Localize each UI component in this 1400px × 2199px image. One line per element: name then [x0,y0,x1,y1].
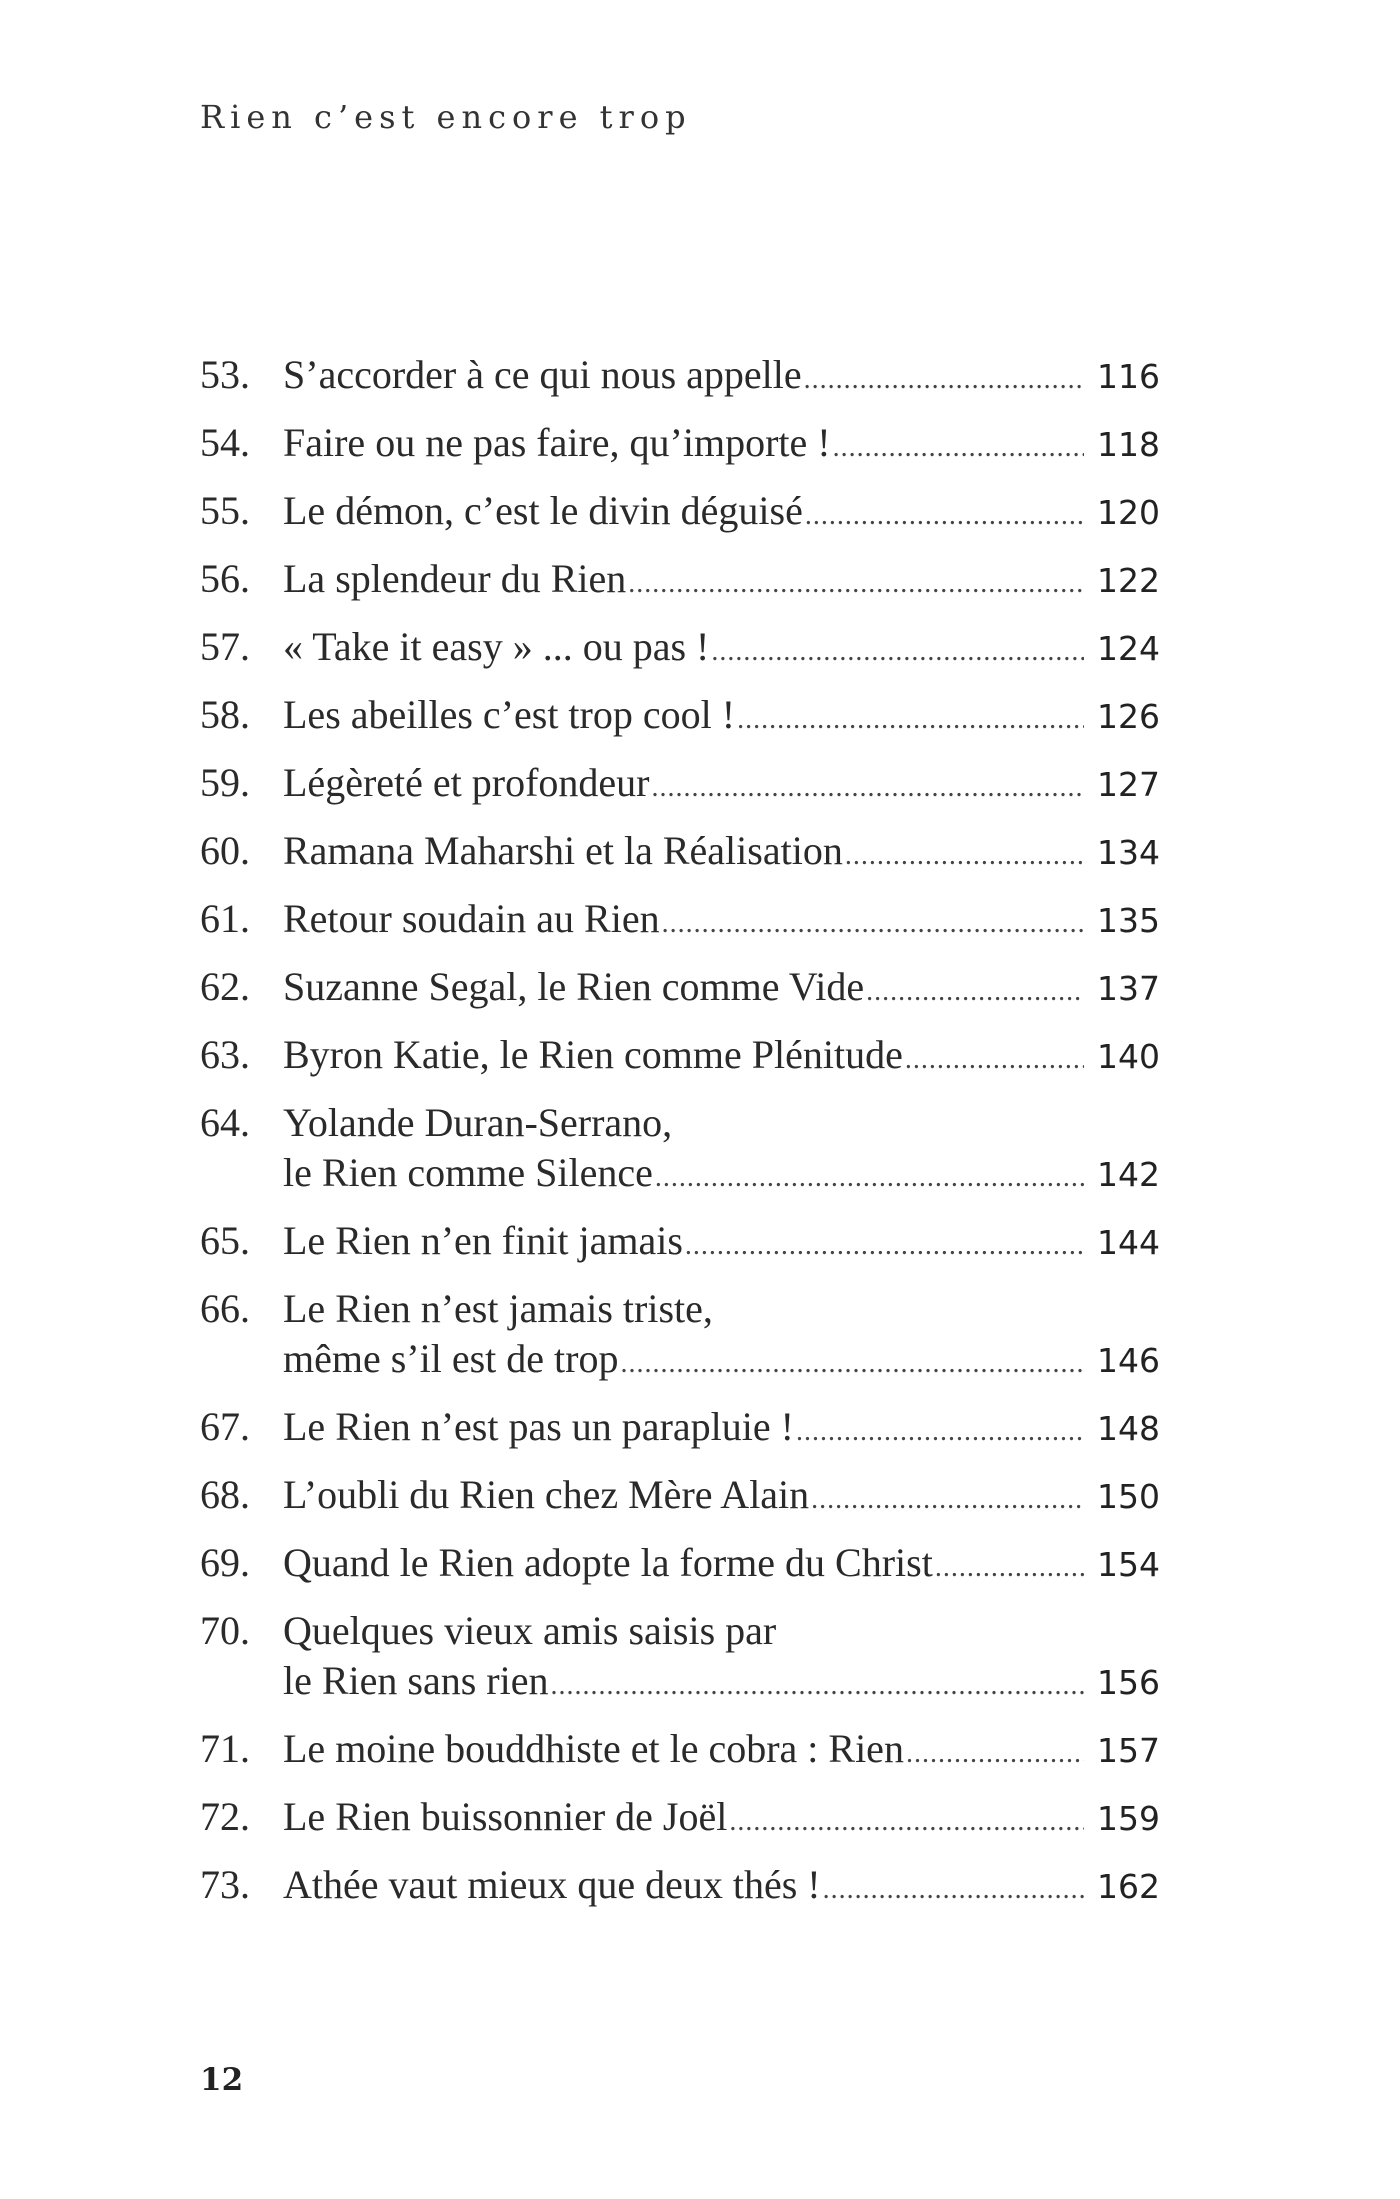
toc-entry-title: Faire ou ne pas faire, qu’importe ! [283,420,831,465]
toc-entry-title: « Take it easy » ... ou pas ! [283,624,710,669]
toc-entry[interactable] [200,1030,1160,1080]
dot-leader [628,559,1084,609]
toc-entry[interactable] [200,350,1160,400]
toc-entry[interactable] [200,554,1160,604]
toc-entry[interactable] [200,894,1160,944]
toc-entry-number: 68. [200,1472,250,1517]
toc-entry-page: 122 [1097,561,1160,600]
toc-entry-page: 142 [1097,1155,1160,1194]
toc-entry-title: Légèreté et profondeur [283,760,650,805]
dot-leader [823,1865,1084,1915]
toc-entry-title: Le Rien buissonnier de Joël [283,1794,728,1839]
toc-entry[interactable] [200,1402,1160,1452]
dot-leader [737,695,1084,745]
toc-entry-page: 135 [1097,901,1160,940]
toc-entry-page: 144 [1097,1223,1160,1262]
toc-entry-number: 55. [200,488,250,533]
toc-entry-title: Athée vaut mieux que deux thés ! [283,1862,821,1907]
toc-entry-page: 126 [1097,697,1160,736]
toc-entry-number: 63. [200,1032,250,1077]
toc-entry-page: 146 [1097,1341,1160,1380]
toc-entry-title: le Rien comme Silence [283,1150,653,1195]
toc-entry-number: 56. [200,556,250,601]
toc-entry[interactable] [200,1792,1160,1842]
toc-entry-title: Le Rien n’en finit jamais [283,1218,683,1263]
dot-leader [804,355,1084,405]
toc-entry[interactable] [200,486,1160,536]
toc-entry-title: Quand le Rien adopte la forme du Christ [283,1540,933,1585]
toc-entry-number: 71. [200,1726,250,1771]
toc-entry[interactable] [200,1606,1160,1706]
toc-entry[interactable] [200,962,1160,1012]
toc-entry-page: 162 [1097,1867,1160,1906]
toc-entry-title: Ramana Maharshi et la Réalisation [283,828,843,873]
toc-entry[interactable] [200,758,1160,808]
dot-leader [905,1035,1084,1085]
toc-entry-number: 59. [200,760,250,805]
toc-entry-number: 54. [200,420,250,465]
toc-entry-page: 134 [1097,833,1160,872]
dot-leader [551,1661,1085,1711]
dot-leader [796,1407,1084,1457]
toc-entry-title-line1: Le Rien n’est jamais triste, [283,1286,713,1331]
toc-entry-page: 140 [1097,1037,1160,1076]
dot-leader [811,1475,1084,1525]
toc-entry-number: 66. [200,1286,250,1331]
toc-entry-title: Retour soudain au Rien [283,896,660,941]
toc-entry-title: le Rien sans rien [283,1658,549,1703]
dot-leader [805,491,1084,541]
toc-entry-page: 120 [1097,493,1160,532]
toc-entry-page: 159 [1097,1799,1160,1838]
toc-entry-number: 73. [200,1862,250,1907]
dot-leader [906,1729,1084,1779]
toc-entry-page: 116 [1097,357,1160,396]
toc-entry-number: 65. [200,1218,250,1263]
toc-entry-page: 127 [1097,765,1160,804]
toc-entry[interactable] [200,690,1160,740]
toc-entry-title-line1: Quelques vieux amis saisis par [283,1608,777,1653]
running-head: Rien c’est encore trop [200,98,692,136]
toc-entry-title: Le démon, c’est le divin déguisé [283,488,803,533]
toc-entry[interactable] [200,826,1160,876]
toc-entry[interactable] [200,1470,1160,1520]
toc-entry-title: Le Rien n’est pas un parapluie ! [283,1404,794,1449]
toc-entry-title: même s’il est de trop [283,1336,619,1381]
toc-entry-page: 118 [1097,425,1160,464]
toc-entry-title: Suzanne Segal, le Rien comme Vide [283,964,865,1009]
toc-entry[interactable] [200,418,1160,468]
dot-leader [655,1153,1084,1203]
toc-entry-number: 58. [200,692,250,737]
toc-entry-title: S’accorder à ce qui nous appelle [283,352,802,397]
toc-entry[interactable] [200,1216,1160,1266]
toc-entry[interactable] [200,1538,1160,1588]
toc-entry[interactable] [200,1284,1160,1384]
dot-leader [685,1221,1084,1271]
toc-entry-number: 72. [200,1794,250,1839]
toc-entry-number: 69. [200,1540,250,1585]
toc-entry-page: 150 [1097,1477,1160,1516]
toc-entry-number: 70. [200,1608,250,1653]
toc-entry-number: 64. [200,1100,250,1145]
toc-entry-title-line1: Yolande Duran-Serrano, [283,1100,673,1145]
dot-leader [833,423,1084,473]
toc-entry-title: L’oubli du Rien chez Mère Alain [283,1472,810,1517]
toc-entry-page: 124 [1097,629,1160,668]
dot-leader [711,627,1084,677]
toc-entry-number: 62. [200,964,250,1009]
dot-leader [935,1543,1084,1593]
toc-entry-page: 157 [1097,1731,1160,1770]
table-of-contents [200,350,1160,1928]
dot-leader [866,967,1084,1017]
toc-entry[interactable] [200,1860,1160,1910]
toc-entry-title: Les abeilles c’est trop cool ! [283,692,736,737]
toc-entry-number: 61. [200,896,250,941]
dot-leader [729,1797,1084,1847]
toc-entry-number: 57. [200,624,250,669]
toc-entry-title: La splendeur du Rien [283,556,627,601]
dot-leader [651,763,1084,813]
dot-leader [662,899,1084,949]
page-number: 12 [200,2062,244,2098]
dot-leader [620,1339,1084,1389]
dot-leader [845,831,1084,881]
toc-entry[interactable] [200,1724,1160,1774]
toc-entry-page: 137 [1097,969,1160,1008]
toc-entry-page: 154 [1097,1545,1160,1584]
toc-entry[interactable] [200,622,1160,672]
toc-entry-number: 60. [200,828,250,873]
toc-entry-number: 53. [200,352,250,397]
toc-entry-page: 148 [1097,1409,1160,1448]
toc-entry-title: Le moine bouddhiste et le cobra : Rien [283,1726,904,1771]
toc-entry[interactable] [200,1098,1160,1198]
toc-entry-number: 67. [200,1404,250,1449]
toc-entry-title: Byron Katie, le Rien comme Plénitude [283,1032,903,1077]
toc-entry-page: 156 [1097,1663,1160,1702]
